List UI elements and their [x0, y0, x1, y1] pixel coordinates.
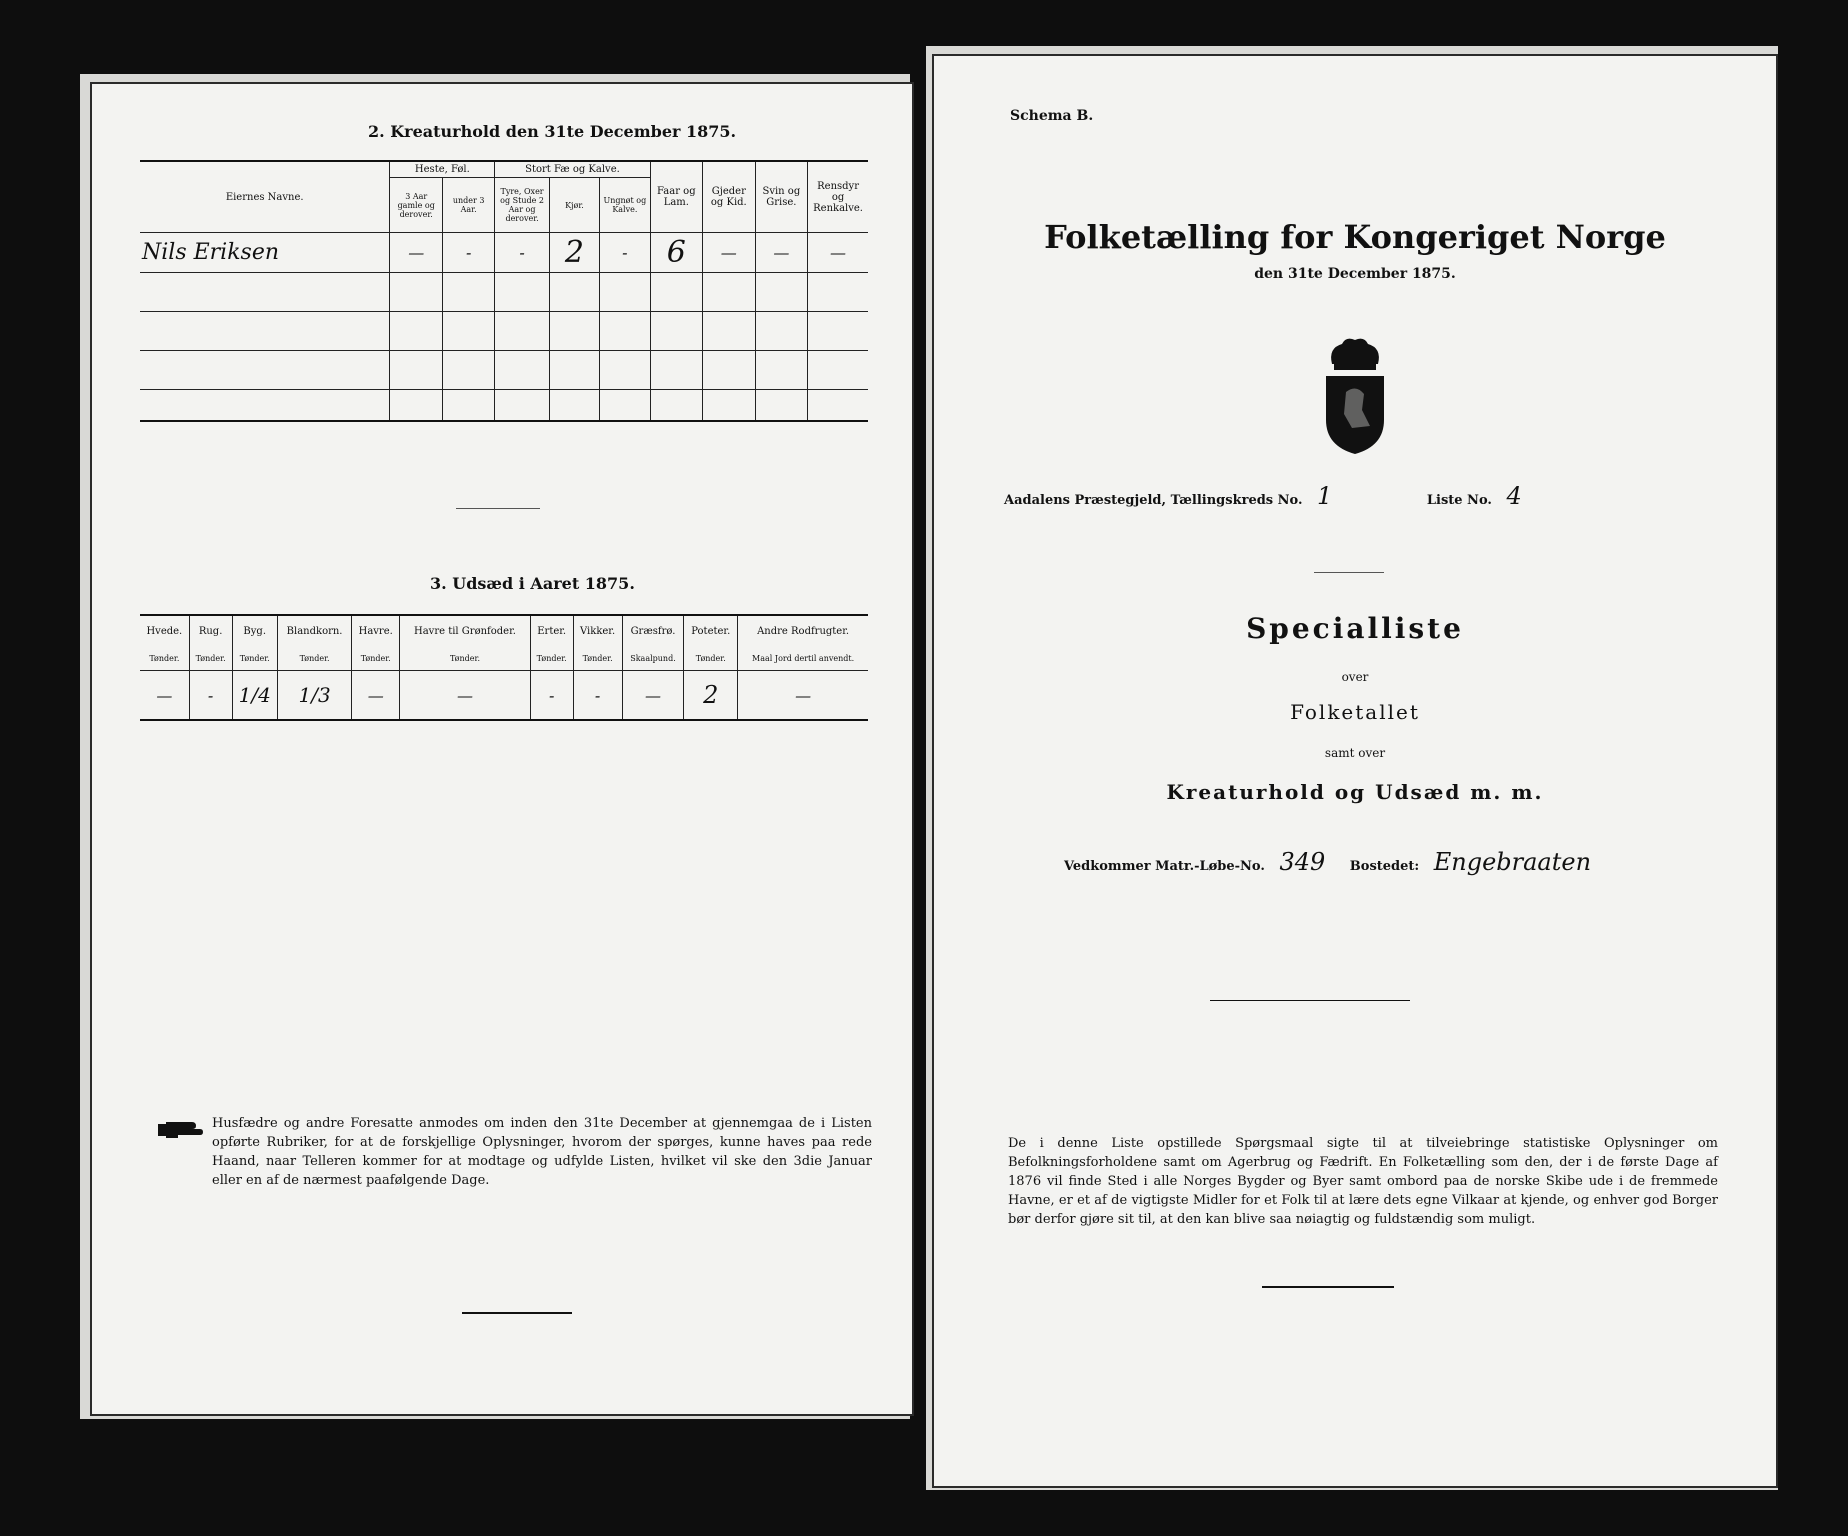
list-value: 4 — [1506, 482, 1522, 510]
val-vikker: - — [573, 671, 622, 721]
schema-label: Schema B. — [1010, 108, 1094, 124]
cell-pigs: — — [755, 233, 808, 273]
owner-name: Nils Eriksen — [140, 233, 390, 273]
circuit-label: Tællingskreds No. — [1170, 493, 1303, 508]
divider — [1210, 1000, 1410, 1001]
census-date: den 31te December 1875. — [1254, 266, 1456, 282]
val-andre: — — [738, 671, 868, 721]
district-line — [1004, 482, 1532, 510]
col-reindeer: Rensdyr og Renkalve. — [808, 161, 868, 233]
kreaturhold-title: Kreaturhold og Udsæd m. m. — [1166, 780, 1544, 804]
col-horses: Heste, Føl. — [390, 161, 495, 178]
val-byg: 1/4 — [232, 671, 277, 721]
unit-blandkorn: Tønder. — [277, 646, 351, 671]
cell-reindeer: — — [808, 233, 868, 273]
parish-label: Aadalens Præstegjeld, — [1004, 493, 1167, 508]
col-vikker: Vikker. — [573, 615, 622, 646]
folketallet-title: Folketallet — [1290, 700, 1420, 724]
bosted-label: Bostedet: — [1349, 859, 1420, 874]
val-rug: - — [189, 671, 232, 721]
circuit-value: 1 — [1317, 482, 1333, 510]
unit-havre-gronfoder: Tønder. — [400, 646, 531, 671]
col-byg: Byg. — [232, 615, 277, 646]
sowing-table — [140, 614, 868, 721]
col-blandkorn: Blandkorn. — [277, 615, 351, 646]
col-rug: Rug. — [189, 615, 232, 646]
col-owner: Eiernes Navne. — [140, 161, 390, 233]
col-cattle: Stort Fæ og Kalve. — [495, 161, 650, 178]
over-text-1: over — [1341, 670, 1369, 684]
unit-hvede: Tønder. — [140, 646, 189, 671]
norway-coat-of-arms-icon — [1318, 336, 1392, 456]
matr-line — [1064, 848, 1601, 876]
bottom-divider — [1262, 1286, 1394, 1288]
bottom-divider — [462, 1312, 572, 1314]
col-andre: Andre Rodfrugter. — [738, 615, 868, 646]
col-cattle-cows: Kjør. — [549, 178, 599, 233]
census-title: Folketælling for Kongeriget Norge — [1044, 218, 1666, 256]
col-horses-young: under 3 Aar. — [442, 178, 494, 233]
unit-erter: Tønder. — [530, 646, 573, 671]
col-goats: Gjeder og Kid. — [703, 161, 756, 233]
table-row — [140, 233, 868, 273]
right-notice: De i denne Liste opstillede Spørgsmaal sigte til at tilveiebringe statistiske Oplysninger om Befolkningsforholdene samt om Agerbrug og Fædrift. En Folketælling som den, der i de første Dage af 1876 vil finde Sted i alle Norges Bygder og Byer samt ombord paa de norske Skibe ude i de fremmede Havne, er et af de vigtigste Midler for et Folk til at lære dets egne Vilkaar at kjende, og enhver god Borger bør derfor gjøre sit til, at den kan blive saa nøiagtig og fuldstændig som muligt. — [1008, 1136, 1718, 1227]
unit-byg: Tønder. — [232, 646, 277, 671]
col-sheep: Faar og Lam. — [650, 161, 702, 233]
section3-title: 3. Udsæd i Aaret 1875. — [430, 574, 635, 593]
cell-goats: — — [703, 233, 756, 273]
bosted-value: Engebraaten — [1433, 848, 1592, 876]
divider — [456, 508, 540, 509]
col-horses-old: 3 Aar gamle og derover. — [390, 178, 443, 233]
col-poteter: Poteter. — [684, 615, 738, 646]
pointing-hand-icon — [156, 1118, 204, 1142]
col-havre-gronfoder: Havre til Grønfoder. — [400, 615, 531, 646]
cell-horses-old: — — [390, 233, 443, 273]
val-havre: — — [352, 671, 400, 721]
unit-graesfro: Skaalpund. — [622, 646, 684, 671]
divider — [1314, 572, 1384, 573]
val-erter: - — [530, 671, 573, 721]
unit-vikker: Tønder. — [573, 646, 622, 671]
samt-over-text: samt over — [1324, 746, 1386, 760]
val-poteter: 2 — [684, 671, 738, 721]
cell-cattle-cows: 2 — [549, 233, 599, 273]
unit-rug: Tønder. — [189, 646, 232, 671]
left-page — [92, 84, 912, 1414]
col-graesfro: Græsfrø. — [622, 615, 684, 646]
unit-poteter: Tønder. — [684, 646, 738, 671]
left-notice: Husfædre og andre Foresatte anmodes om inden den 31te December at gjennemgaa de i Listen opførte Rubriker, for at de forskjellige Oplysninger, hvorom der spørges, kunne haves paa rede Haand, naar Telleren kommer for at modtage og udfylde Listen, hvilket vil ske den 3die Januar eller en af de nærmest paafølgende Dage. — [212, 1116, 872, 1188]
col-cattle-bulls: Tyre, Oxer og Stude 2 Aar og derover. — [495, 178, 550, 233]
list-label: Liste No. — [1426, 493, 1492, 508]
table-row — [140, 671, 868, 721]
unit-havre: Tønder. — [352, 646, 400, 671]
cell-cattle-young: - — [600, 233, 651, 273]
right-page — [934, 56, 1776, 1486]
val-hvede: — — [140, 671, 189, 721]
col-erter: Erter. — [530, 615, 573, 646]
cell-cattle-bulls: - — [495, 233, 550, 273]
val-havre-gronfoder: — — [400, 671, 531, 721]
cell-horses-young: - — [442, 233, 494, 273]
col-cattle-young: Ungnøt og Kalve. — [600, 178, 651, 233]
col-hvede: Hvede. — [140, 615, 189, 646]
cell-sheep: 6 — [650, 233, 702, 273]
matr-label: Vedkommer Matr.-Løbe-No. — [1064, 859, 1265, 874]
specialliste-title: Specialliste — [1246, 612, 1464, 645]
val-graesfro: — — [622, 671, 684, 721]
val-blandkorn: 1/3 — [277, 671, 351, 721]
matr-value: 349 — [1279, 848, 1326, 876]
unit-andre: Maal Jord dertil anvendt. — [738, 646, 868, 671]
livestock-table — [140, 160, 868, 422]
col-havre: Havre. — [352, 615, 400, 646]
section2-title: 2. Kreaturhold den 31te December 1875. — [368, 122, 737, 141]
col-pigs: Svin og Grise. — [755, 161, 808, 233]
